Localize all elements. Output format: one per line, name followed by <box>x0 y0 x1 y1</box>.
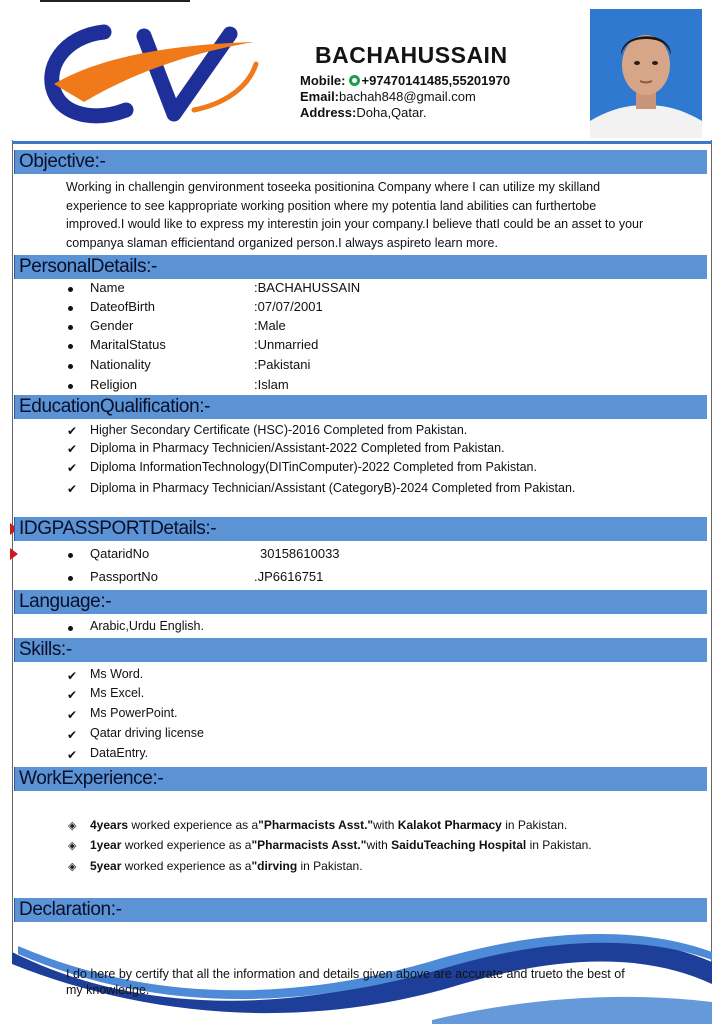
header-info <box>300 42 510 121</box>
bullet-icon <box>68 364 73 369</box>
personal-bar <box>14 255 707 279</box>
skill-item: Ms Word. <box>90 667 144 681</box>
work-years: 5year <box>90 859 122 873</box>
education-title: EducationQualification:- <box>19 396 211 417</box>
personal-label: Gender <box>90 318 134 333</box>
objective-text <box>66 178 712 252</box>
work-text: with <box>373 818 398 832</box>
passport-label: PassportNo <box>90 569 158 584</box>
profile-photo <box>590 9 702 138</box>
mobile-line <box>300 73 510 89</box>
work-text: with <box>366 838 392 852</box>
language-bar <box>14 590 707 614</box>
objective-line: improved.I would like to express my interestin join your company.I believe thatI could be an asset to your <box>66 217 644 231</box>
check-icon: ✔ <box>67 482 78 496</box>
check-icon: ✔ <box>67 461 78 475</box>
bullet-icon <box>68 306 73 311</box>
work-role: "dirving <box>251 859 298 873</box>
check-icon: ✔ <box>67 728 78 742</box>
language-title: Language:- <box>19 591 112 612</box>
declaration-text <box>66 966 714 998</box>
work-title: WorkExperience:- <box>19 768 164 789</box>
skill-item: Ms PowerPoint. <box>90 706 178 720</box>
personal-label: Religion <box>90 377 137 392</box>
id-label: QataridNo <box>90 546 150 561</box>
work-bar <box>14 767 707 791</box>
work-role: "Pharmacists Asst." <box>251 838 367 852</box>
education-item: Diploma in Pharmacy Technician/Assistant (CategoryB)-2024 Completed from Pakistan. <box>90 481 576 495</box>
passport-value: .JP6616751 <box>254 569 324 584</box>
work-years: 1year <box>90 838 122 852</box>
skill-item: Ms Excel. <box>90 686 145 700</box>
objective-line: Working in challengin genvironment toseeka positionina Company where I can utilize my skilland <box>66 180 601 194</box>
email-value: bachah848@gmail.com <box>339 89 476 104</box>
work-text: in Pakistan. <box>526 838 592 852</box>
declaration-line: I do here by certify that all the information and details given above are accurate and trueto the best of <box>66 967 625 981</box>
work-employer: SaiduTeaching Hospital <box>391 838 527 852</box>
personal-label: MaritalStatus <box>90 337 166 352</box>
objective-title: Objective:- <box>19 151 106 172</box>
skills-title: Skills:- <box>19 639 72 660</box>
language-item: Arabic,Urdu English. <box>90 619 204 633</box>
diamond-bullet-icon: ◈ <box>68 820 77 832</box>
whatsapp-icon <box>349 75 360 86</box>
work-item <box>90 838 592 852</box>
personal-label: Nationality <box>90 357 151 372</box>
work-years: 4years <box>90 818 129 832</box>
check-icon: ✔ <box>67 708 78 722</box>
idpassport-title: IDGPASSPORTDetails:- <box>19 518 217 539</box>
personal-value: :07/07/2001 <box>254 299 323 314</box>
header-divider <box>12 141 712 144</box>
education-item: Diploma InformationTechnology(DITinComputer)-2022 Completed from Pakistan. <box>90 460 537 474</box>
top-rule <box>40 0 190 2</box>
work-text: in Pakistan. <box>297 859 363 873</box>
bullet-icon <box>68 325 73 330</box>
diamond-bullet-icon: ◈ <box>68 861 77 873</box>
bullet-icon <box>68 287 73 292</box>
work-text: in Pakistan. <box>501 818 568 832</box>
idpassport-bar <box>14 517 707 541</box>
id-value: 30158610033 <box>260 546 340 561</box>
personal-value: :Unmarried <box>254 337 319 352</box>
work-item <box>90 818 567 832</box>
work-item <box>90 859 363 873</box>
personal-label: DateofBirth <box>90 299 156 314</box>
bullet-icon <box>68 626 73 631</box>
personal-label: Name <box>90 280 125 295</box>
mobile-value: +97470141485,55201970 <box>361 73 511 88</box>
cv-logo <box>34 14 264 134</box>
bullet-icon <box>68 344 73 349</box>
diamond-bullet-icon: ◈ <box>68 840 77 852</box>
personal-value: :Male <box>254 318 286 333</box>
check-icon: ✔ <box>67 688 78 702</box>
education-bar <box>14 395 707 419</box>
candidate-name: BACHAHUSSAIN <box>315 42 508 68</box>
objective-line: experience to see kappropriate working position where my potentia land abilities can furthertobe <box>66 198 597 213</box>
personal-value: :Islam <box>254 377 289 392</box>
check-icon: ✔ <box>67 748 78 762</box>
email-line <box>300 89 510 105</box>
work-text: worked experience as a <box>128 818 259 832</box>
bullet-icon <box>68 576 73 581</box>
declaration-title: Declaration:- <box>19 899 122 920</box>
objective-line: companya slaman efficientand organized person.I always aspireto learn more. <box>66 235 498 250</box>
check-icon: ✔ <box>67 669 78 683</box>
check-icon: ✔ <box>67 442 78 456</box>
work-text: worked experience as a <box>121 838 252 852</box>
personal-value: :BACHAHUSSAIN <box>254 280 361 295</box>
personal-value: :Pakistani <box>254 357 311 372</box>
work-text: worked experience as a <box>121 859 252 873</box>
bullet-icon <box>68 553 73 558</box>
skill-item: Qatar driving license <box>90 726 204 740</box>
personal-title: PersonalDetails:- <box>19 256 157 277</box>
red-marker-icon <box>10 548 18 560</box>
address-label: Address: <box>300 105 357 120</box>
address-line <box>300 105 510 121</box>
address-value: Doha,Qatar. <box>356 105 427 120</box>
work-employer: Kalakot Pharmacy <box>397 818 502 832</box>
objective-bar <box>14 150 707 174</box>
education-item: Diploma in Pharmacy Technicien/Assistant-2022 Completed from Pakistan. <box>90 441 505 455</box>
education-item: Higher Secondary Certificate (HSC)-2016 Completed from Pakistan. <box>90 423 468 437</box>
declaration-line: my knowledge. <box>66 983 150 997</box>
bullet-icon <box>68 384 73 389</box>
skill-item: DataEntry. <box>90 746 149 760</box>
skills-bar <box>14 638 707 662</box>
check-icon: ✔ <box>67 424 78 438</box>
email-label: Email: <box>300 89 340 104</box>
mobile-label: Mobile: <box>300 73 346 88</box>
work-role: "Pharmacists Asst." <box>258 818 374 832</box>
